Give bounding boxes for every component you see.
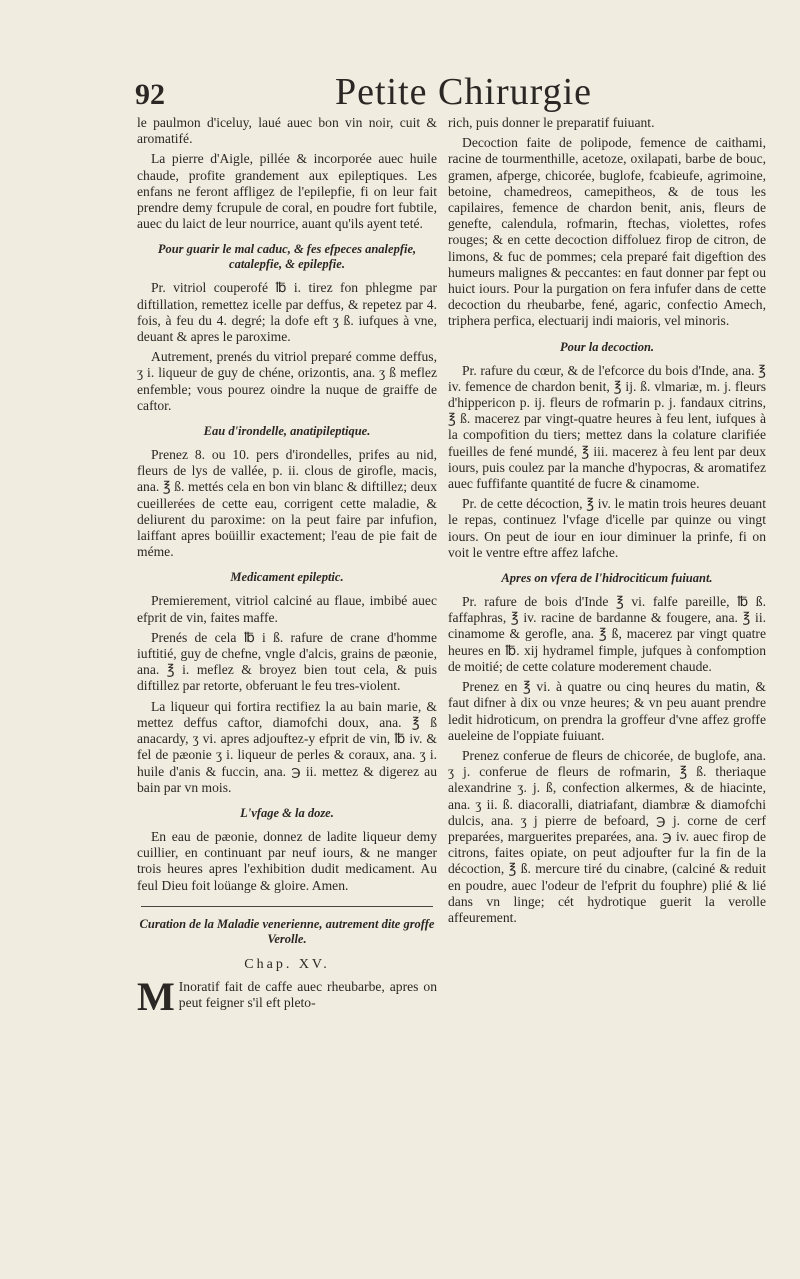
chapter-number: Chap. XV. (244, 956, 330, 972)
paragraph: Prenés de cela ℔ i ß. rafure de crane d'homme iuftitié, guy de chefne, vngle d'alcis, grains de pæonie, ana. ℥ i. meflez & broyez bien tout cela, & puis diftillez par retorte, obferuant le feu tres-violent. (137, 629, 437, 694)
drop-cap: M (137, 973, 175, 1019)
paragraph: Prenez 8. ou 10. pers d'irondelles, prifes au nid, fleurs de lys de vallée, p. ii. clous de girofle, macis, ana. ℥ ß. mettés cela en bon vin blanc & diftillez; deux cueillerées de cette eau, corrigent cette maladie, & deliurent du paroxime: on la peut faire par infufion, laiffant apres boüillir exactement; l'eau de pie fait de méme. (137, 447, 437, 560)
paragraph: Pr. rafure de bois d'Inde ℥ vi. falfe pareille, ℔ ß. faffaphras, ℥ iv. racine de bardanne & fougere, ana. ℥ ii. cinamome & gerofle, ana. ℥ ß, macerez par vingt quatre heures en ℔. xij hydramel fimple, jufques à confomption de moitié; de cette colature moderement chaude. (448, 594, 766, 674)
right-column (448, 115, 766, 930)
paragraph-text: Inoratif fait de caffe auec rheubarbe, apres on peut feigner s'il eft pleto- (178, 978, 437, 1011)
running-title: Petite Chirurgie (335, 71, 592, 113)
paragraph: Pr. vitriol couperofé ℔ i. tirez fon phlegme par diftillation, remettez icelle par deffus, & repetez par 4. fois, à feu du 4. degré; la dofe eft ʒ ß. iufques à vne, deuant & apres le paroxime. (137, 280, 437, 345)
paragraph: Pr. de cette décoction, ℥ iv. le matin trois heures deuant le repas, continuez l'vfage d'icelle par quinze ou vingt iours. On peut de iour en iour diminuer la prinfe, fi on voit le ventre eftre affez lafche. (448, 496, 766, 560)
divider (141, 906, 433, 907)
paragraph (137, 973, 437, 1019)
section-heading: Apres on vfera de l'hidrociticum fuiuant. (501, 571, 713, 586)
paragraph: Prenez en ℥ vi. à quatre ou cinq heures du matin, & faut difner à dix ou vnze heures; & vn peu auant prendre ledit hidroticum, on prendra la groffeur d'vne affez groffe aueleine de l'oppiate fuiuant. (448, 679, 766, 743)
section-heading: Pour la decoction. (559, 339, 655, 354)
section-heading: Medicament epileptic. (230, 570, 344, 585)
paragraph: Prenez conferue de fleurs de chicorée, de buglofe, ana. ʒ j. conferue de fleurs de rofmarin, ℥ ß. theriaque alexandrine ʒ. j. ß, confection alkermes, & de hiacinte, ana. ʒ ii. ß. diacoralli, diatriafant, diambræ & diamofchi dulcis, ana. ʒ j pierre de befoard, ℈ j. corne de cerf preparées, marguerites preparées, ana. ℈ iv. auec firop de citrons, faites opiate, on peut adjoufter fur la fin de la décoction, ℥ ß. mercure tiré du cinabre, (calciné & reduit en poudre, auec l'odeur de l'efprit du fouphre) plié & lié dans vn linge; cét hydrotique guerit la verolle affeurement. (448, 747, 766, 925)
left-column (137, 115, 437, 1019)
chapter-heading: Curation de la Maladie venerienne, autrement dite groffe Verolle. (139, 916, 435, 946)
paragraph: Decoction faite de polipode, femence de caithami, racine de tourmenthille, acetoze, oxilapati, barbe de bouc, gramen, afperge, chicorée, buglofe, fcabieufe, agrimoine, betoine, chamedreos, camepitheos, & de tous les capilaires, femence de chardon benit, anis, fleurs de genefte, calendula, rofmarin, ftechas, violettes, rofes rouges; & en cette decoction diffoluez firop de citron, de limons, & fuc de pommes; cela preparé fait digeftion des humeurs malignes & peccantes: en faut donner par fept ou huict iours. Pour la purgation on fera infufer dans de cette decoction du rheubarbe, fené, agaric, confectio Amech, triphera perfica, electuarij indi maioris, vel minoris. (448, 135, 766, 329)
paragraph: le paulmon d'iceluy, laué auec bon vin noir, cuit & aromatifé. (137, 115, 437, 147)
paragraph: En eau de pæonie, donnez de ladite liqueur demy cuillier, en continuant par neuf iours, & ne manger trois heures apres l'exhibition dudit medicament. Au feul Dieu foit loüange & gloire. Amen. (137, 828, 437, 893)
paragraph: Pr. rafure du cœur, & de l'efcorce du bois d'Inde, ana. ℥ iv. femence de chardon benit, ℥ ij. ß. vlmariæ, m. j. fleurs d'hippericon p. ij. fleurs de rofmarin p. j. fandaux citrins, ℥ ß. macerez par vingt-quatre heures à feu lent, iufques à la compofition du tiers; mettez dans la colature clarifiée fueilles de fené mundé, ℥ iii. macerez à feu lent par deux iours, puis coulez par la manche d'hypocras, & aromatifez auec fuffifante quantité de fucre & cinamome. (448, 362, 766, 492)
paragraph: Premierement, vitriol calciné au flaue, imbibé auec efprit de vin, faites maffe. (137, 593, 437, 625)
page-number: 92 (135, 78, 165, 111)
section-heading: Pour guarir le mal caduc, & fes efpeces analepfie, catalepfie, & epilepfie. (157, 242, 417, 272)
section-heading: Eau d'irondelle, anatipileptique. (203, 424, 371, 439)
section-heading: L'vfage & la doze. (240, 805, 334, 820)
paragraph: Autrement, prenés du vitriol preparé comme deffus, ʒ i. liqueur de guy de chéne, orizontis, ana. ʒ ß meflez enfemble; vous pourez oindre la nuque de graiffe de caftor. (137, 349, 437, 413)
paragraph: rich, puis donner le preparatif fuiuant. (448, 115, 655, 130)
paragraph: La pierre d'Aigle, pillée & incorporée auec huile chaude, profite grandement aux epileptiques. Les enfans ne feront affligez de l'epilepfie, fi on leur fait prendre demy fcrupule de coral, en poudre fort fubtile, auec du laict de leur nourrice, auant qu'ils ayent teté. (137, 151, 437, 232)
paragraph: La liqueur qui fortira rectifiez la au bain marie, & mettez deffus caftor, diamofchi doux, ana. ℥ ß anacardy, ʒ vi. apres adjouftez-y efprit de vin, ℔ iv. & fel de pæonie ʒ i. liqueur de perles & coraux, ana. ʒ i. huile d'anis & fuccin, ana. ℈ ii. mettez & digerez au bain par vn mois. (137, 698, 437, 795)
